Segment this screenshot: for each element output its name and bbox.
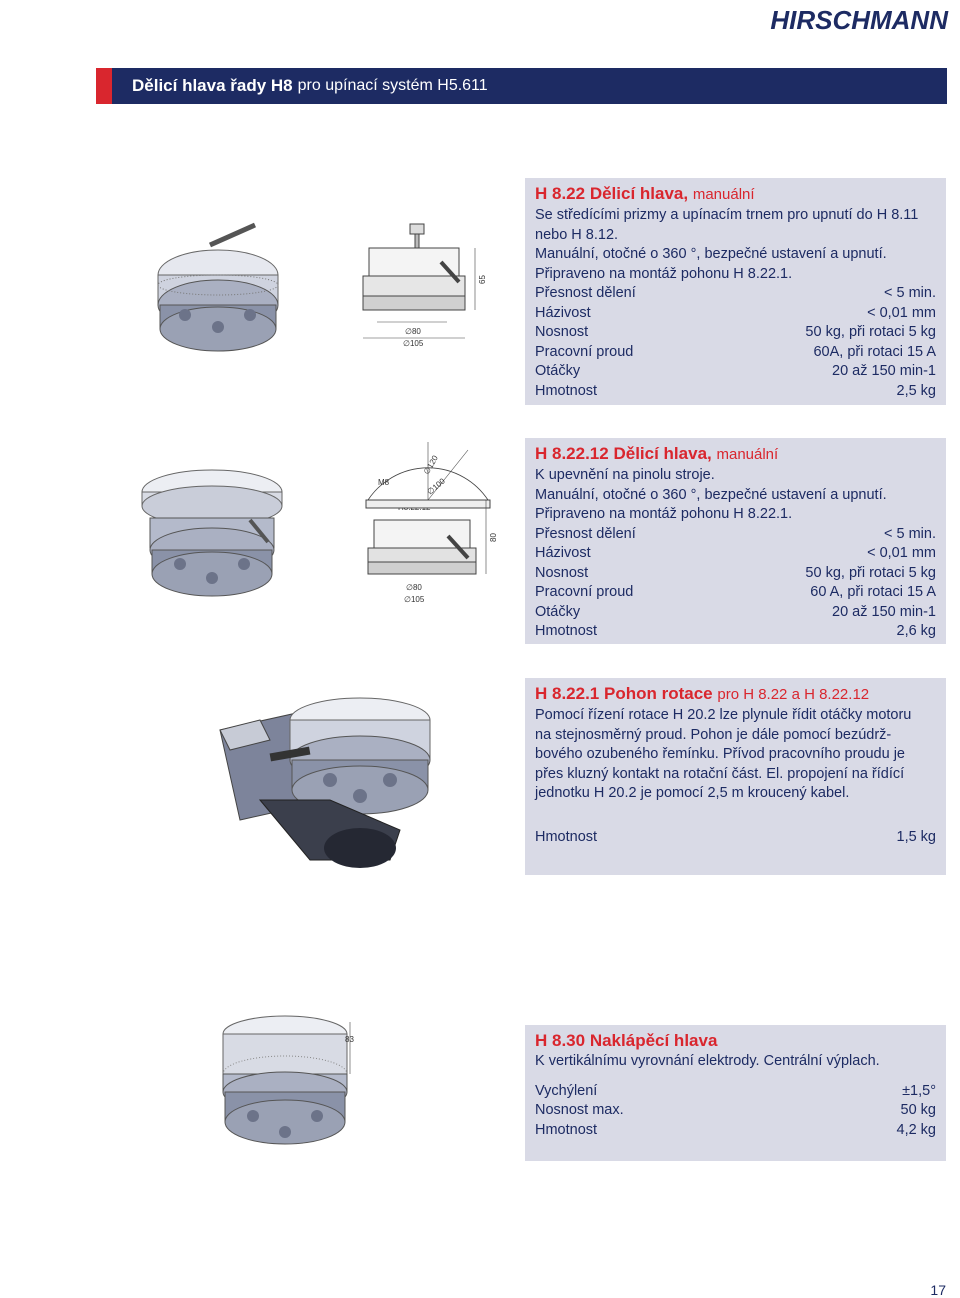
h82212-photo [132,460,292,605]
h822-photo [140,215,290,360]
panel-title: H 8.22 Dělicí hlava, manuální [535,184,755,203]
spec-row: Pracovní proud 60A, při rotaci 15 A [535,343,936,360]
spec-row: Házivost < 0,01 mm [535,545,936,561]
page-number: 17 [930,1282,946,1298]
h82212-thread-label: M8 [378,478,390,487]
spec-row: Házivost < 0,01 mm [535,304,936,321]
spec-row: Hmotnost 2,6 kg [535,623,936,639]
panel-h822 [525,178,946,405]
panel-h8221 [525,678,946,875]
hirschmann-logo [726,6,950,32]
h830-photo [205,1012,365,1157]
spec-row: Vychýlení ±1,5° [535,1082,936,1099]
spec-row: Přesnost dělení < 5 min. [535,285,936,301]
h822-d1-label: ∅80 [405,327,421,336]
h822-height-label: 65 [478,275,487,284]
h82212-d2-label: ∅105 [404,595,425,604]
title-accent [96,68,112,104]
spec-row: Nosnost 50 kg, při rotaci 5 kg [535,324,936,340]
h82212-d1-label: ∅80 [406,583,422,592]
panel-h830 [525,1025,946,1161]
h82212-height-label: 80 [489,533,498,542]
panel-desc: Se středícími prizmy a upínacím trnem pro upnutí do H 8.11 nebo H 8.12. Manuální, otočné o 360 °, bezpečné ustavení a upnutí. Připraveno na montáž pohonu H 8.22.1. [535,207,919,282]
page-title-bold: Dělicí hlava řady H8 [132,76,293,95]
panel-desc: Pomocí řízení rotace H 20.2 lze plynule řídit otáčky motoru na stejnosměrný proud. Pohon je dále pomocí bezúdrž- bového ozubeného řemínku. Přívod pracovního proudu je přes kluzný kontakt na rotační část. El. propojení na řídící jednotku H 20.2 je pomocí 2,5 m kroucený kabel. [535,707,912,801]
spec-row: Otáčky 20 až 150 min-1 [535,363,936,379]
panel-title: H 8.22.12 Dělicí hlava, manuální [535,444,779,463]
panel-h82212 [525,438,946,644]
panel-title: H 8.30 Naklápěcí hlava [535,1031,718,1050]
spec-row: Hmotnost 4,2 kg [535,1121,936,1138]
h82212-drawing [358,440,503,610]
page-title-bar [96,68,947,104]
spec-row: Přesnost dělení < 5 min. [535,525,936,542]
panel-title: H 8.22.1 Pohon rotace pro H 8.22 a H 8.22.12 [535,684,870,703]
spec-row: Pracovní proud 60 A, při rotaci 15 A [535,584,936,600]
page-title [112,68,947,104]
page-title-rest: pro upínací systém H5.611 [297,77,488,94]
h8221-photo [200,680,440,875]
panel-desc: K vertikálnímu vyrovnání elektrody. Centrální výplach. [535,1053,880,1069]
h82212-r2-label: ∅100 [425,476,447,497]
brand-text: HIRSCHMANN [770,6,948,32]
h830-height-label: 83 [345,1035,354,1044]
spec-row: Otáčky 20 až 150 min-1 [535,603,936,620]
panel-desc: K upevnění na pinolu stroje. Manuální, otočné o 360 °, bezpečné ustavení a upnutí. Připraveno na montáž pohonu H 8.22.1. [535,467,887,522]
h82212-r1-label: ∅120 [421,453,440,476]
h822-d2-label: ∅105 [403,339,424,348]
h822-drawing [355,222,495,352]
spec-row: Nosnost 50 kg, při rotaci 5 kg [535,564,936,581]
spec-row: Hmotnost 1,5 kg [535,828,936,845]
spec-row: Nosnost max. 50 kg [535,1102,936,1118]
spec-row: Hmotnost 2,5 kg [535,382,936,399]
